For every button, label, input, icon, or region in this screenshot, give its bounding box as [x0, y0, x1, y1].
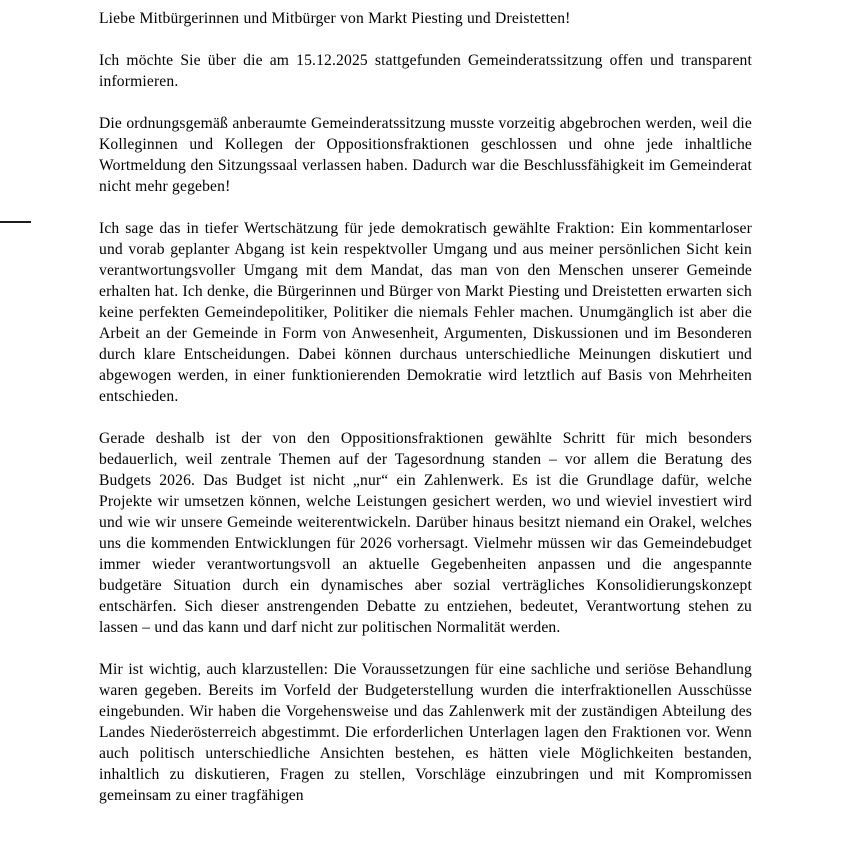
paragraph-voraussetzungen: Mir ist wichtig, auch klarzustellen: Die Voraussetzungen für eine sachliche und seriöse Behandlung waren gegeben. Bereits im Vorfeld der Budgeterstellung wurden die interfraktionellen Ausschüsse eingebunden. Wir haben die Vorgehensweise und das Zahlenwerk mit der zuständigen Abteilung des Landes Niederösterreich abgestimmt. Die erforderlichen Unterlagen lagen den Fraktionen vor. Wenn auch politisch unterschiedliche Ansichten bestehen, es hätten viele Möglichkeiten bestanden, inhaltlich zu diskutieren, Fragen zu stellen, Vorschläge einzubringen und mit Kompromissen gemeinsam zu einer tragfähigen [99, 661, 752, 804]
paragraph-intro: Ich möchte Sie über die am 15.12.2025 stattgefunden Gemeinderatssitzung offen und transparent informieren. [99, 52, 752, 90]
paragraph-salutation: Liebe Mitbürgerinnen und Mitbürger von Markt Piesting und Dreistetten! [99, 10, 571, 27]
paragraph-wertschaetzung: Ich sage das in tiefer Wertschätzung für jede demokratisch gewählte Fraktion: Ein kommentarloser und vorab geplanter Abgang ist kein respektvoller Umgang und aus meiner persönlichen Sicht kein verantwortungsvoller Umgang mit dem Mandat, das man von den Menschen unserer Gemeinde erhalten hat. Ich denke, die Bürgerinnen und Bürger von Markt Piesting und Dreistetten erwarten sich keine perfekten Gemeindepolitiker, Politiker die niemals Fehler machen. Unumgänglich ist aber die Arbeit an der Gemeinde in Form von Anwesenheit, Argumenten, Diskussionen und im Besonderen durch klare Entscheidungen. Dabei können durchaus unterschiedliche Meinungen diskutiert und abgewogen werden, in einer funktionierenden Demokratie wird letztlich auf Basis von Mehrheiten entschieden. [99, 220, 752, 405]
paragraph-budget: Gerade deshalb ist der von den Oppositionsfraktionen gewählte Schritt für mich besonders bedauerlich, weil zentrale Themen auf der Tagesordnung standen – vor allem die Beratung des Budgets 2026. Das Budget ist nicht „nur“ ein Zahlenwerk. Es ist die Grundlage dafür, welche Projekte wir umsetzen können, welche Leistungen gesichert werden, wo und wieviel investiert wird und wie wir unsere Gemeinde weiterentwickeln. Darüber hinaus besitzt niemand ein Orakel, welches uns die kommenden Entwicklungen für 2026 vorhersagt. Vielmehr müssen wir das Gemeindebudget immer wieder verantwortungsvoll an aktuelle Gegebenheiten anpassen und die angespannte budgetäre Situation durch ein dynamisches aber sozial verträgliches Konsolidierungskonzept entschärfen. Sich dieser anstrengenden Debatte zu entziehen, bedeutet, Verantwortung stehen zu lassen – und das kann und darf nicht zur politischen Normalität werden. [99, 430, 752, 636]
left-margin-rule [0, 221, 31, 223]
paragraph-abbruch: Die ordnungsgemäß anberaumte Gemeinderatssitzung musste vorzeitig abgebrochen werden, weil die Kolleginnen und Kollegen der Oppositionsfraktionen geschlossen und ohne jede inhaltliche Wortmeldung den Sitzungssaal verlassen haben. Dadurch war die Beschlussfähigkeit im Gemeinderat nicht mehr gegeben! [99, 115, 752, 195]
document-text-column [99, 8, 752, 806]
